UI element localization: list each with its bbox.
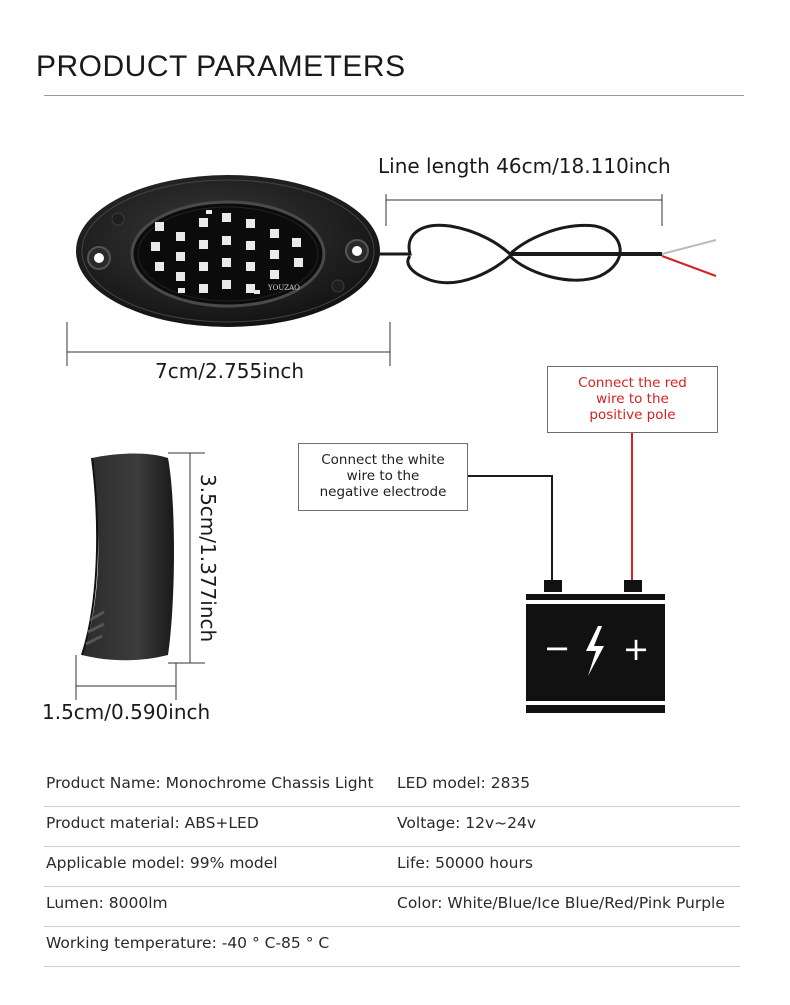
wiring-diagram [468,432,632,582]
red-wire-note-line: Connect the red [578,375,687,391]
spec-applicable-model: Applicable model: 99% model [46,854,278,872]
spec-working-temperature: Working temperature: -40 ° C-85 ° C [46,934,330,952]
spec-material: Product material: ABS+LED [46,814,259,832]
red-wire-note-line: wire to the [596,391,669,407]
rock-light-side-view [82,454,174,661]
brand-mark: YOUZAO [268,284,300,292]
spec-life: Life: 50000 hours [397,854,533,872]
wire-bundle [378,225,716,282]
line-length-label: Line length 46cm/18.110inch [378,154,671,178]
spec-row [44,926,740,967]
depth-label: 1.5cm/0.590inch [42,700,211,724]
page-title: PRODUCT PARAMETERS [36,50,406,83]
battery-minus-symbol: − [543,629,571,667]
red-wire-note-line: positive pole [589,407,676,423]
white-wire-note-line: wire to the [346,468,420,484]
spec-product-name: Product Name: Monochrome Chassis Light [46,774,374,792]
line-length-dimension [386,194,662,226]
spec-row [44,806,740,847]
height-label: 3.5cm/1.377inch [196,474,220,643]
spec-led-model: LED model: 2835 [397,774,531,792]
red-wire-note [547,366,718,433]
spec-voltage: Voltage: 12v~24v [397,814,537,832]
battery-icon [526,580,665,713]
rock-light-top-view [76,175,380,327]
depth-dimension [76,655,176,700]
white-wire-note-line: negative electrode [319,484,447,500]
spec-row [44,886,740,927]
width-label: 7cm/2.755inch [155,359,305,383]
battery-plus-symbol: + [622,630,650,668]
spec-lumen: Lumen: 8000lm [46,894,168,912]
spec-row [44,766,740,807]
white-wire-note [298,443,468,511]
white-wire-note-line: Connect the white [321,452,445,468]
spec-color: Color: White/Blue/Ice Blue/Red/Pink Purple [397,894,725,912]
spec-row [44,846,740,887]
